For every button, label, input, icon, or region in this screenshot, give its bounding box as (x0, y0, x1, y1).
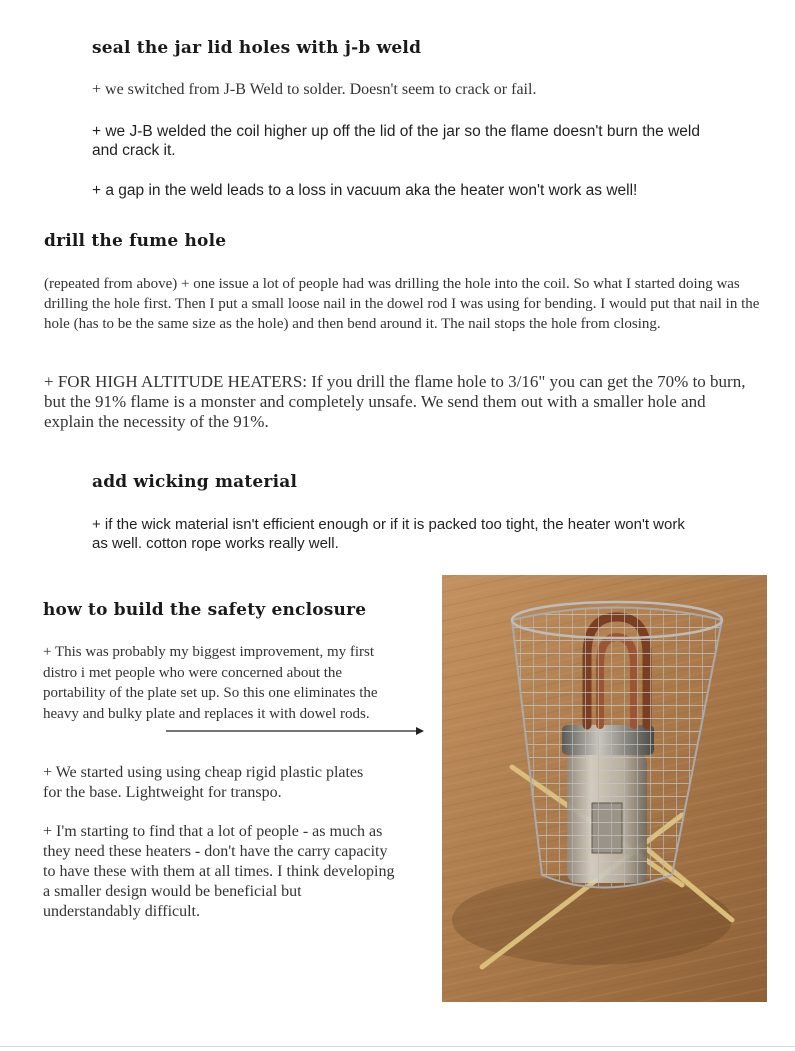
heading-fume-hole: drill the fume hole (44, 231, 227, 251)
heading-enclosure: how to build the safety enclosure (43, 600, 367, 620)
wick-note-1: + if the wick material isn't efficient enough or if it is packed too tight, the heater won't work as well. cotton rope works really well. (92, 516, 685, 552)
fume-note-2: + FOR HIGH ALTITUDE HEATERS: If you drill the flame hole to 3/16" you can get the 70% to burn, but the 91% flame is a monster and completely unsafe. We send them out with a smaller hole and explain the necessity of the 91%. (44, 372, 746, 431)
seal-note-2: + we J-B welded the coil higher up off the lid of the jar so the flame doesn't burn the weld and crack it. (92, 123, 700, 159)
page-bottom-divider (0, 1046, 795, 1047)
enclosure-note-2: + We started using using cheap rigid plastic plates for the base. Lightweight for transpo. (43, 764, 364, 801)
heading-wicking: add wicking material (92, 472, 298, 492)
seal-note-3: + a gap in the weld leads to a loss in vacuum aka the heater won't work as well! (92, 182, 638, 199)
arrow-right-icon (166, 724, 424, 738)
heater-enclosure-photo (442, 575, 767, 1002)
fume-note-1: (repeated from above) + one issue a lot of people had was drilling the hole into the coil. So what I started doing was drilling the hole first. Then I put a small loose nail in the dowel rod I was using for bending. I would put that nail in the hole (has to be the same size as the hole) and then bend around it. The nail stops the hole from closing. (44, 276, 760, 332)
seal-note-1: + we switched from J-B Weld to solder. Doesn't seem to crack or fail. (92, 81, 537, 98)
heading-seal: seal the jar lid holes with j-b weld (92, 38, 422, 58)
enclosure-note-1: + This was probably my biggest improvement, my first distro i met people who were concerned about the portability of the plate set up. So this one eliminates the heavy and bulky plate and replaces it with dowel rods. (43, 644, 378, 722)
enclosure-note-3: + I'm starting to find that a lot of people - as much as they need these heaters - don't have the carry capacity to have these with them at all times. I think developing a smaller design would be beneficial but understandably difficult. (43, 823, 395, 920)
